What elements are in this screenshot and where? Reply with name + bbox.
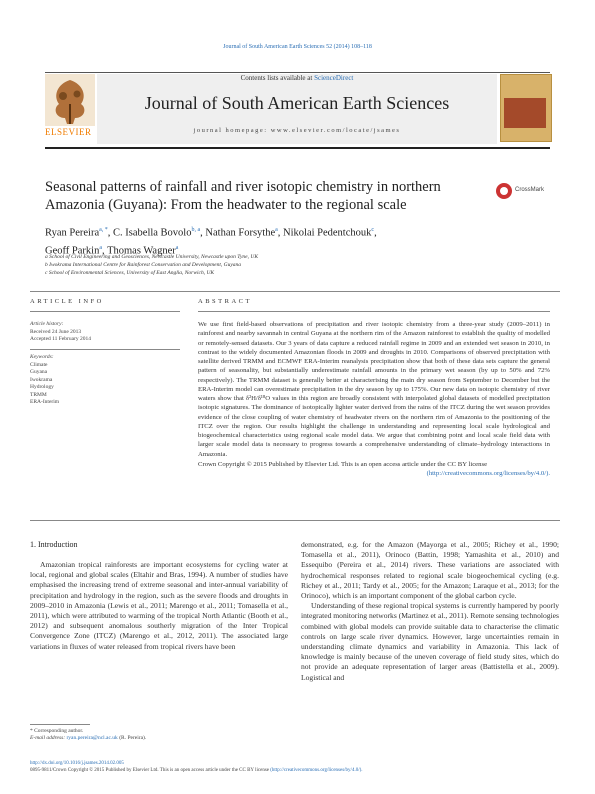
copyright-text: Crown Copyright © 2015 Published by Elsevier Ltd. This is an open access article under the CC BY license (198, 460, 488, 468)
article-title: Seasonal patterns of rainfall and river isotopic chemistry in northern Amazonia (Guyana): From the headwater to the regional scale (45, 179, 441, 213)
keywords-box (30, 354, 180, 407)
license-link[interactable]: (http://creativecommons.org/licenses/by/4.0/). (426, 470, 550, 477)
abstract-rule (198, 311, 550, 312)
doi-link[interactable]: http://dx.doi.org/10.1016/j.jsames.2014.02.005 (30, 761, 124, 766)
email-line (30, 735, 290, 742)
author-affil-marker[interactable]: a (275, 227, 278, 233)
divider-top (30, 291, 560, 292)
author-name[interactable]: , C. Isabella Bovolo (107, 227, 192, 239)
footnote (30, 728, 290, 742)
publisher-wordmark: ELSEVIER (45, 127, 92, 137)
article-history (30, 321, 180, 344)
affiliation-c: c School of Environmental Sciences, University of East Anglia, Norwich, UK (45, 270, 215, 276)
intro-paragraph: demonstrated, e.g. for the Amazon (Mayorga et al., 2005; Richey et al., 1990; Tomasella et al., 2011), Orinoco (Battin, 1998; Yamashita et al., 2010) and Essequibo (Pereira et al., 2014) rivers. These variations are associated with hydrochemical responses related to regional scale biogeochemical cycling (e.g. Richey et al., 2011; Tardy et al., 2005; for the Amazon; Laraque et al., 2013; for the Orinoco), which is an important component of the global carbon cycle. (301, 540, 559, 601)
affiliation-a: a School of Civil Engineering and Geosciences, Newcastle University, Newcastle upon Tyne, UK (45, 254, 258, 260)
contents-line (97, 74, 497, 82)
journal-title: Journal of South American Earth Sciences (144, 93, 450, 113)
header-rule (45, 72, 550, 73)
email-label: E-mail address: (30, 735, 67, 741)
contents-prefix: Contents lists available at (240, 74, 315, 82)
abstract-text: We use first field-based observations of precipitation and river isotopic chemistry from a three-year study (2009–2011) in rainforest and nearby savannah in central Guyana at the northern rim of the Amazon rainforest to establish the quality of modelled or remotely-sensed datasets. Our 3 years of data capture a reduced rainfall regime in 2009 and an extended wet season in 2010, in contrast to the widely documented Amazonian floods in 2009 and droughts in 2010. Comparisons of observed precipitation with satellite derived TRMM and ECMWF ERA-Interim reanalysis precipitation show that both of these data sets capture the general pattern of seasonality, but substantially underestimate rainfall amounts in the primary wet season (by up to 50% and 72% respectively). The TRMM dataset is generally better at characterising the main dry season from September to December but the ERA-Interim model can overestimate precipitation in the dry season by up to 175%. Our new data on isotopic chemistry of river waters show that δ²H/δ¹⁸O values in this region are broadly consistent with interpolated global datasets of modelled precipitation isotopic signatures. The dominance of isotopically lighter water derived from the rains of the ITCZ during the wet season provides evidence of the close coupling of water chemistry of headwater rivers on the northern rim of Amazonia to the positioning of the ITCZ over the region. Our results highlight the challenge in understanding and representing local scale hydrological and biogeochemical characteristics using regional scale model data. We argue that combining point and local scale field data with larger scale model data is necessary to progress towards a comprehensive understanding of climate–hydrology interactions in Amazonia. (198, 321, 550, 458)
keyword-item: Hydrology (30, 384, 54, 390)
author-affil-marker[interactable]: a (175, 244, 179, 251)
affiliation-b: b Iwokrama International Centre for Rainforest Conservation and Development, Guyana (45, 262, 242, 268)
history-rule (30, 349, 180, 350)
section-heading-introduction: 1. Introduction (30, 540, 78, 549)
corresponding-author-note: * Corresponding author. (30, 728, 84, 734)
history-label: Article history: (30, 321, 64, 327)
email-link[interactable]: ryan.pereira@ncl.ac.uk (66, 735, 118, 741)
author-line-1 (45, 223, 550, 241)
keyword-item: Climate (30, 361, 48, 368)
received-date: Received 24 June 2013 (30, 328, 82, 335)
journal-homepage[interactable]: journal homepage: www.elsevier.com/locate/jsames (193, 127, 401, 134)
keyword-item: TRMM (30, 391, 47, 398)
keyword-item: Iwokrama (30, 376, 53, 383)
footer-license-text: 0895-9811/Crown Copyright © 2015 Published by Elsevier Ltd. This is an open access article under the CC BY license (30, 768, 271, 773)
affiliations (45, 253, 550, 277)
header-thick-rule (45, 147, 550, 149)
abstract-copyright (198, 460, 550, 479)
keyword-item: ERA-Interim (30, 399, 60, 405)
author-affil-marker[interactable]: b, a (191, 227, 201, 233)
journal-cover-image (504, 98, 546, 128)
author-affil-marker[interactable]: a, * (99, 227, 108, 233)
author-separator: , (374, 227, 377, 239)
author-name[interactable]: , Nathan Forsythe (200, 227, 276, 239)
article-info-heading: ARTICLE INFO (30, 298, 104, 305)
author-name[interactable]: Ryan Pereira (45, 227, 100, 239)
keyword-item: Guyana (30, 369, 48, 375)
author-affil-marker[interactable]: c (371, 227, 375, 233)
author-name[interactable]: , Thomas Wagner (102, 245, 176, 256)
intro-paragraph: Understanding of these regional tropical systems is currently hampered by poorly integrated monitoring networks (Martinez et al., 2011). Remote sensing technologies combined with global models can provide suitable data to characterise the climatic controls on large scale river dynamics. However, large uncertainties remain in understanding climate dynamics and variability in Amazonia. This lack of knowledge is mainly because of the uneven coverage of field study sites, which do not provide an adequate representation of larger areas (Battistella et al., 2009). Logistical and (301, 601, 559, 682)
page-footer (30, 760, 560, 774)
crossmark-label[interactable]: CrossMark (515, 187, 545, 193)
divider-bottom (30, 520, 560, 521)
journal-citation[interactable]: Journal of South American Earth Sciences 52 (2014) 108–118 (223, 44, 372, 50)
email-suffix: (R. Pereira). (117, 735, 147, 741)
keywords-label: Keywords: (30, 354, 54, 360)
author-name[interactable]: Geoff Parkin (45, 245, 100, 256)
accepted-date: Accepted 11 February 2014 (30, 336, 92, 342)
author-name[interactable]: , Nikolai Pedentchouk (277, 227, 372, 239)
article-info-rule (30, 311, 180, 312)
footer-license-link[interactable]: (http://creativecommons.org/licenses/by/4.0/). (270, 768, 363, 773)
crossmark-icon-center (500, 187, 508, 195)
footnote-rule (30, 724, 90, 725)
abstract-body (198, 320, 550, 478)
footer-license (30, 767, 560, 774)
abstract-heading: ABSTRACT (198, 298, 252, 305)
intro-right-column (301, 540, 559, 683)
intro-left-column: Amazonian tropical rainforests are important ecosystems for cycling water at local, regional and global scales (Eltahir and Bras, 1994). A number of studies have emphasised the increasing trend of extreme seasonal and inter-annual variability of precipitation and hydrology in the region, such as the severe floods and droughts in 2009–2010 in Amazonia (Lewis et al., 2011; Marengo et al., 2011; Tomasella et al., 2011), which were attributed to warming of the tropical North Atlantic (Booth et al., 2012) and subsequent anomalous southerly migration of the Inter Tropical Convergence Zone (ITCZ) (Marengo et al., 2012, 2011). The associated large variations in fluxes of water released from tropical rivers have been (30, 560, 288, 651)
author-affil-marker[interactable]: a (99, 244, 103, 251)
sciencedirect-link[interactable]: ScienceDirect (314, 74, 354, 82)
